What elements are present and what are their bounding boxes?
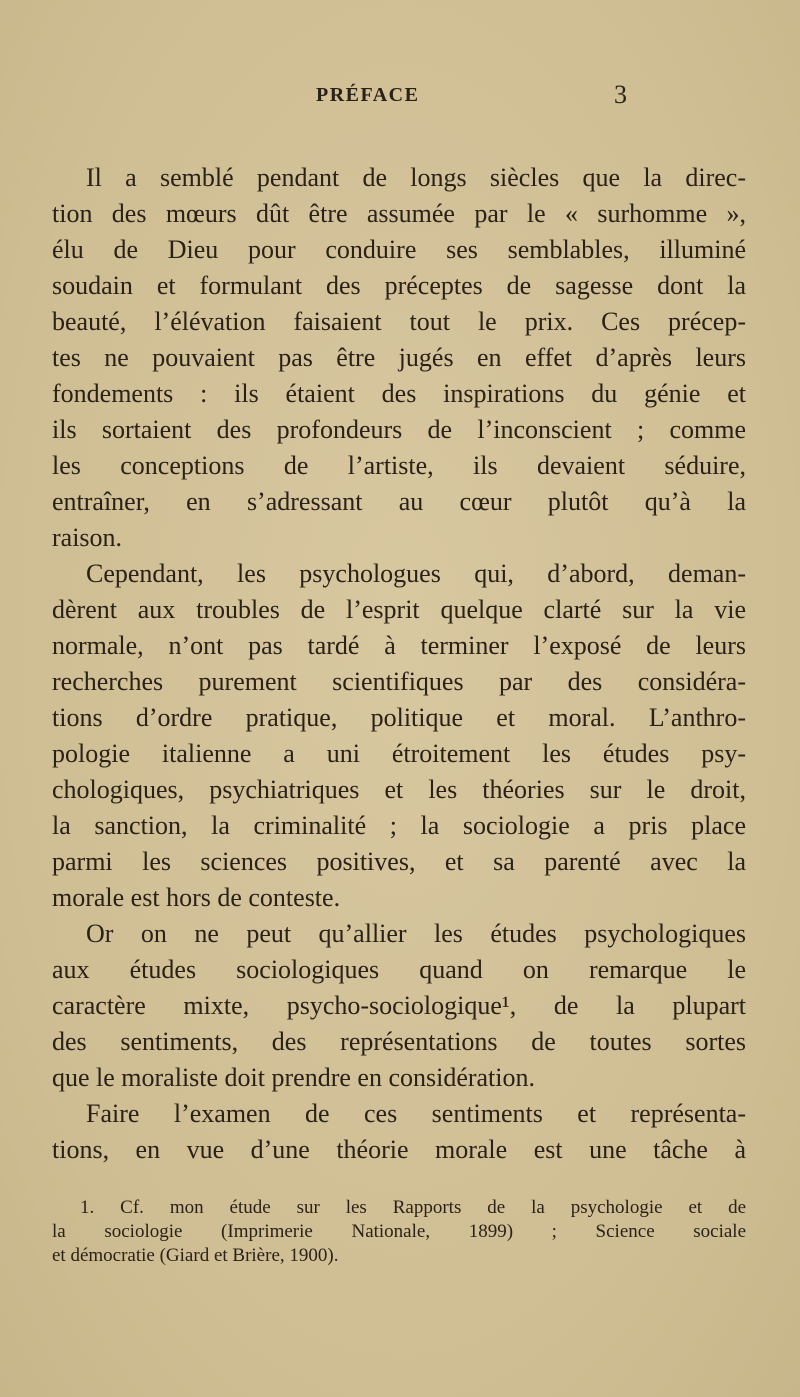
- text-line: les conceptions de l’artiste, ils devaient séduire,: [52, 451, 746, 480]
- text-line: des sentiments, des représentations de toutes sortes: [52, 1027, 746, 1056]
- text-line: entraîner, en s’adressant au cœur plutôt qu’à la: [52, 487, 746, 516]
- text-line: raison.: [52, 523, 123, 552]
- text-line: normale, n’ont pas tardé à terminer l’exposé de leurs: [52, 631, 746, 660]
- paragraph: [52, 556, 746, 916]
- page-header: [0, 80, 800, 114]
- body-text: [52, 160, 746, 1168]
- text-line: recherches purement scientifiques par des considéra-: [52, 667, 746, 696]
- footnote-line: 1. Cf. mon étude sur les Rapports de la psychologie et de: [80, 1197, 747, 1218]
- text-line: Faire l’examen de ces sentiments et représenta-: [86, 1099, 746, 1128]
- paragraph: [52, 160, 746, 556]
- text-line: caractère mixte, psycho-sociologique¹, de la plupart: [52, 991, 746, 1020]
- paragraph: [52, 1096, 746, 1168]
- text-line: tes ne pouvaient pas être jugés en effet d’après leurs: [52, 343, 746, 372]
- text-line: tion des mœurs dût être assumée par le « surhomme »,: [52, 199, 746, 228]
- text-line: pologie italienne a uni étroitement les études psy-: [52, 739, 746, 768]
- text-line: morale est hors de conteste.: [52, 883, 341, 912]
- text-line: dèrent aux troubles de l’esprit quelque clarté sur la vie: [52, 595, 746, 624]
- text-line: fondements : ils étaient des inspirations du génie et: [52, 379, 746, 408]
- text-line: aux études sociologiques quand on remarque le: [52, 955, 746, 984]
- running-title: PRÉFACE: [316, 84, 420, 106]
- text-line: la sanction, la criminalité ; la sociologie a pris place: [52, 811, 746, 840]
- text-line: beauté, l’élévation faisaient tout le prix. Ces précep-: [52, 307, 746, 336]
- paragraph: [52, 916, 746, 1096]
- text-line: que le moraliste doit prendre en considération.: [52, 1063, 536, 1092]
- text-line: Or on ne peut qu’allier les études psychologiques: [86, 919, 746, 948]
- text-line: parmi les sciences positives, et sa parenté avec la: [52, 847, 746, 876]
- text-line: Cependant, les psychologues qui, d’abord, deman-: [86, 559, 746, 588]
- text-line: ils sortaient des profondeurs de l’inconscient ; comme: [52, 415, 746, 444]
- text-line: Il a semblé pendant de longs siècles que la direc-: [86, 163, 746, 192]
- page-number: 3: [614, 80, 627, 109]
- text-line: tions d’ordre pratique, politique et moral. L’anthro-: [52, 703, 746, 732]
- text-line: tions, en vue d’une théorie morale est une tâche à: [52, 1135, 746, 1164]
- footnote-line: la sociologie (Imprimerie Nationale, 1899) ; Science sociale: [52, 1221, 746, 1242]
- text-line: chologiques, psychiatriques et les théories sur le droit,: [52, 775, 746, 804]
- text-line: élu de Dieu pour conduire ses semblables, illuminé: [52, 235, 746, 264]
- text-line: soudain et formulant des préceptes de sagesse dont la: [52, 271, 746, 300]
- footnote-number: 1.: [80, 1197, 121, 1218]
- footnote-line: et démocratie (Giard et Brière, 1900).: [52, 1245, 339, 1266]
- footnote: [52, 1196, 746, 1268]
